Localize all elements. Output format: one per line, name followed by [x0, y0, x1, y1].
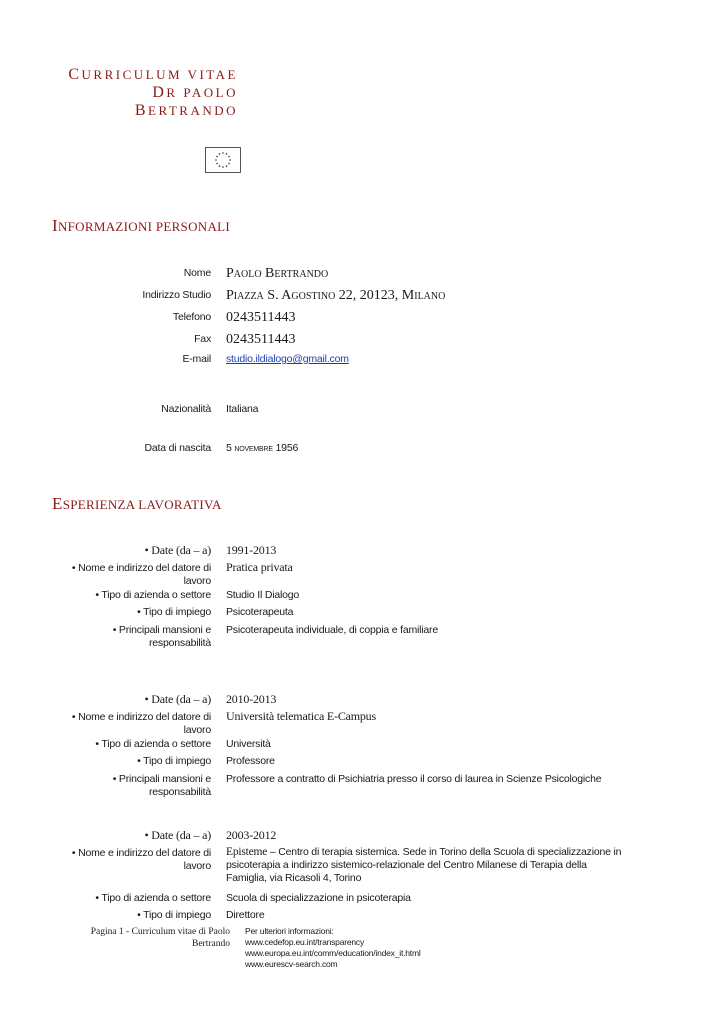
footer-link-cedefop[interactable]: www.cedefop.eu.int/transparency	[245, 937, 365, 947]
fax-value: 0243511443	[226, 332, 296, 347]
entry-3-employer-rest: – Centro di terapia sistemica. Sede in Torino della Scuola di specializzazione in psicoterapia a indirizzo sistemico-relazionale del Centro Milanese di Terapia della Famiglia, via Ricasoli 4, Torino	[226, 846, 622, 884]
name-value: Paolo Bertrando	[226, 266, 329, 281]
entry-3-dates: 2003-2012	[226, 828, 277, 842]
entry-2-sector: Università	[226, 738, 271, 750]
entry-2-dates: 2010-2013	[226, 692, 277, 706]
birthdate-label: Data di nascita	[144, 442, 211, 454]
work-experience-heading: ESPERIENZA LAVORATIVA	[52, 494, 222, 513]
entry-3-type-label: • Tipo di impiego	[137, 909, 211, 921]
entry-1-duties-label: • Principali mansioni e responsabilità	[112, 624, 211, 649]
phone-value: 0243511443	[226, 310, 296, 325]
entry-1-type: Psicoterapeuta	[226, 606, 294, 618]
phone-label: Telefono	[172, 311, 211, 323]
entry-2-duties: Professore a contratto di Psichiatria presso il corso di laurea in Scienze Psicologiche	[226, 773, 602, 785]
cv-title-line-3: BERTRANDO	[134, 102, 238, 119]
entry-2-employer: Università telematica E-Campus	[226, 709, 376, 723]
fax-label: Fax	[194, 333, 211, 345]
entry-1-dates: 1991-2013	[226, 543, 277, 557]
entry-2-type: Professore	[226, 755, 275, 767]
address-label: Indirizzo Studio	[142, 289, 211, 301]
entry-3-sector-label: • Tipo di azienda o settore	[95, 892, 211, 904]
page-footer-label: Pagina 1 - Curriculum vitae di Paolo Bertrando	[90, 927, 230, 949]
nationality-label: Nazionalità	[161, 403, 211, 415]
entry-1-dates-label: • Date (da – a)	[144, 543, 211, 557]
address-value: Piazza S. Agostino 22, 20123, Milano	[226, 288, 446, 303]
entry-1-sector-label: • Tipo di azienda o settore	[95, 589, 211, 601]
birthdate-value: 5 novembre 1956	[226, 442, 299, 454]
entry-1-employer: Pratica privata	[226, 560, 293, 574]
email-label: E-mail	[182, 353, 211, 365]
eu-flag-icon	[205, 147, 241, 173]
entry-3-employer	[226, 846, 626, 885]
entry-3-employer-lead: Episteme	[226, 846, 268, 858]
footer-info-title: Per ulteriori informazioni:	[245, 926, 334, 936]
entry-2-dates-label: • Date (da – a)	[144, 692, 211, 706]
email-link[interactable]: studio.ildialogo@gmail.com	[226, 353, 349, 365]
entry-2-employer-label: • Nome e indirizzo del datore di lavoro	[71, 711, 211, 736]
entry-1-duties: Psicoterapeuta individuale, di coppia e familiare	[226, 624, 438, 636]
entry-2-type-label: • Tipo di impiego	[137, 755, 211, 767]
entry-3-type: Direttore	[226, 909, 265, 921]
personal-info-heading: INFORMAZIONI PERSONALI	[52, 216, 231, 235]
entry-1-sector: Studio Il Dialogo	[226, 589, 300, 601]
entry-3-dates-label: • Date (da – a)	[144, 828, 211, 842]
cv-title-line-1: CURRICULUM VITAE	[68, 66, 238, 83]
entry-2-sector-label: • Tipo di azienda o settore	[95, 738, 211, 750]
footer-link-europa[interactable]: www.europa.eu.int/comm/education/index_it.html	[245, 948, 421, 958]
entry-1-type-label: • Tipo di impiego	[137, 606, 211, 618]
name-label: Nome	[183, 267, 211, 279]
page-footer-info	[245, 926, 421, 970]
entry-3-sector: Scuola di specializzazione in psicoterapia	[226, 892, 411, 904]
nationality-value: Italiana	[226, 403, 259, 415]
footer-link-eurescv[interactable]: www.eurescv-search.com	[245, 959, 338, 969]
entry-2-duties-label: • Principali mansioni e responsabilità	[112, 773, 211, 798]
entry-3-employer-label: • Nome e indirizzo del datore di lavoro	[71, 847, 211, 872]
entry-1-employer-label: • Nome e indirizzo del datore di lavoro	[71, 562, 211, 587]
cv-title-line-2: DR PAOLO	[152, 84, 238, 101]
